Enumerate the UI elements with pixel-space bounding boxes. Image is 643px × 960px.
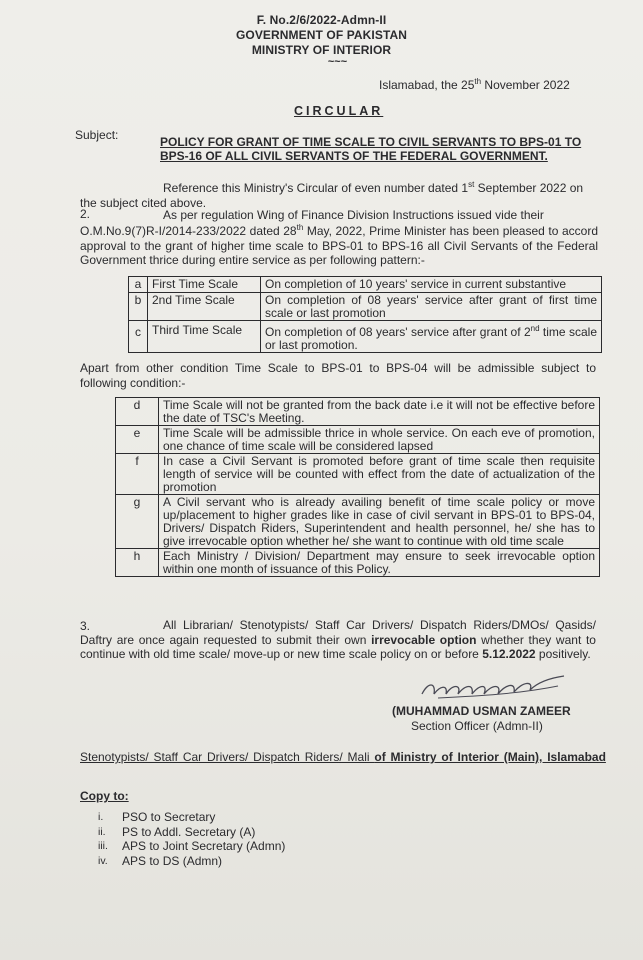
para3-text-b: whether they want to continue with old time scale/ move-up or new time scale policy on or before	[80, 632, 596, 661]
list-item-text: APS to Joint Secretary (Admn)	[122, 839, 286, 853]
paragraph-3	[80, 618, 596, 662]
list-item-number: i.	[98, 811, 104, 823]
list-item-text: PSO to Secretary	[122, 810, 216, 824]
schedule-desc-b: time scale or last promotion.	[265, 325, 597, 352]
para1-sup: st	[468, 180, 475, 189]
condition-letter: f	[116, 454, 159, 495]
list-item	[98, 854, 285, 869]
schedule-desc-a: On completion of 08 years' service after grant of 2	[265, 325, 531, 339]
file-number: F. No.2/6/2022-Admn-II	[256, 13, 387, 27]
condition-letter: g	[116, 495, 159, 549]
condition-text: Time Scale will be admissible thrice in whole service. On each eve of promotion, one chance of time scale will be considered lapsed	[159, 426, 600, 454]
list-item	[98, 810, 285, 825]
copy-to-label: Copy to:	[80, 789, 129, 803]
para3-text-c: positively.	[535, 647, 591, 661]
para2-text-b: May, 2022, Prime Minister has been pleased to accord approval to the grant of higher time scale to BPS-01 to BPS-16 all Civil Servants of the Federal Government thrice during entire service as per following pattern:-	[80, 224, 598, 267]
copy-to-list	[98, 810, 285, 868]
table-row	[116, 495, 600, 549]
subject-label: Subject:	[75, 128, 119, 142]
time-scale-schedule-table	[128, 276, 602, 353]
paragraph-2	[80, 221, 598, 268]
date-month-year: November 2022	[481, 78, 570, 92]
list-item	[98, 839, 285, 854]
table-row	[116, 398, 600, 426]
list-item-number: ii.	[98, 825, 106, 838]
condition-letter: e	[116, 426, 159, 454]
signatory-designation: Section Officer (Admn-II)	[411, 719, 543, 733]
list-item-number: iii.	[98, 840, 108, 852]
addressee-text: Stenotypists/ Staff Car Drivers/ Dispatch Riders/ Mali	[80, 750, 375, 764]
subject-text: POLICY FOR GRANT OF TIME SCALE TO CIVIL SERVANTS TO BPS-01 TO BPS-16 OF ALL CIVIL SERVANTS OF THE FEDERAL GOVERNMENT.	[160, 135, 582, 163]
list-item	[98, 825, 285, 840]
header-ornament: ~~~	[327, 56, 348, 68]
para3-number: 3.	[80, 619, 91, 633]
schedule-letter: c	[129, 321, 148, 353]
table-row	[116, 549, 600, 577]
circular-title: CIRCULAR	[294, 104, 384, 118]
table-row	[129, 293, 602, 321]
schedule-scale: Third Time Scale	[148, 321, 261, 353]
apart-paragraph: Apart from other condition Time Scale to BPS-01 to BPS-04 will be admissible subject to following condition:-	[80, 361, 596, 390]
table-row	[116, 454, 600, 495]
signatory-name: (MUHAMMAD USMAN ZAMEER	[392, 704, 571, 718]
addressee-bold: of Ministry of Interior (Main), Islamabad	[374, 750, 606, 764]
table-row	[129, 321, 602, 353]
schedule-description: On completion of 08 years' service after grant of first time scale or last promotion	[261, 293, 602, 321]
condition-text: Time Scale will not be granted from the back date i.e it will not be effective before the date of TSC's Meeting.	[159, 398, 600, 426]
signature-image	[418, 672, 568, 702]
condition-letter: d	[116, 398, 159, 426]
para2-text-a: O.M.No.9(7)R-I/2014-233/2022 dated 28	[80, 224, 297, 238]
schedule-description: On completion of 10 years' service in current substantive	[261, 277, 602, 293]
para1-text-a: Reference this Ministry's Circular of even number dated 1	[163, 181, 469, 195]
date-suffix: th	[474, 77, 482, 86]
para1-text-b: September 2022 on the subject cited above.	[80, 181, 584, 210]
ministry-heading: MINISTRY OF INTERIOR	[251, 43, 392, 57]
government-heading: GOVERNMENT OF PAKISTAN	[235, 28, 408, 42]
schedule-scale: First Time Scale	[148, 277, 261, 293]
para3-bold-option: irrevocable option	[371, 632, 477, 647]
conditions-table	[115, 397, 600, 577]
condition-letter: h	[116, 549, 159, 577]
para3-bold-date: 5.12.2022	[482, 647, 536, 661]
list-item-number: iv.	[98, 854, 108, 867]
schedule-description	[261, 321, 602, 353]
para3-text-a: All Librarian/ Stenotypists/ Staff Car Drivers/ Dispatch Riders/DMOs/ Qasids/ Daftry are once again requested to submit their own	[80, 618, 596, 647]
schedule-letter: b	[129, 293, 148, 321]
para2-number: 2.	[80, 207, 91, 221]
schedule-letter: a	[129, 277, 148, 293]
para2-intro: As per regulation Wing of Finance Division Instructions issued vide their	[163, 208, 544, 222]
condition-text: A Civil servant who is already availing benefit of time scale policy or move up/placement to higher grades like in case of civil servant in BPS-01 to BPS-04, Drivers/ Dispatch Riders, Superintendent and health personnel, he/ she has to give irrevocable option whether he/ she want to continue with old time scale	[159, 495, 600, 549]
list-item-text: PS to Addl. Secretary (A)	[122, 824, 256, 839]
schedule-scale: 2nd Time Scale	[148, 293, 261, 321]
table-row	[116, 426, 600, 454]
table-row	[129, 277, 602, 293]
schedule-desc-sup: nd	[530, 324, 540, 333]
addressee-line	[80, 750, 610, 765]
paragraph-1	[80, 178, 600, 210]
place-date-prefix: Islamabad, the 25	[379, 78, 475, 92]
para2-sup: th	[296, 223, 304, 232]
list-item-text: APS to DS (Admn)	[122, 853, 223, 868]
condition-text: In case a Civil Servant is promoted before grant of time scale then requisite length of service will be counted with effect from the date of actualization of the promotion	[159, 454, 600, 495]
condition-text: Each Ministry / Division/ Department may ensure to seek irrevocable option within one month of issuance of this Policy.	[159, 549, 600, 577]
place-date	[379, 77, 570, 92]
